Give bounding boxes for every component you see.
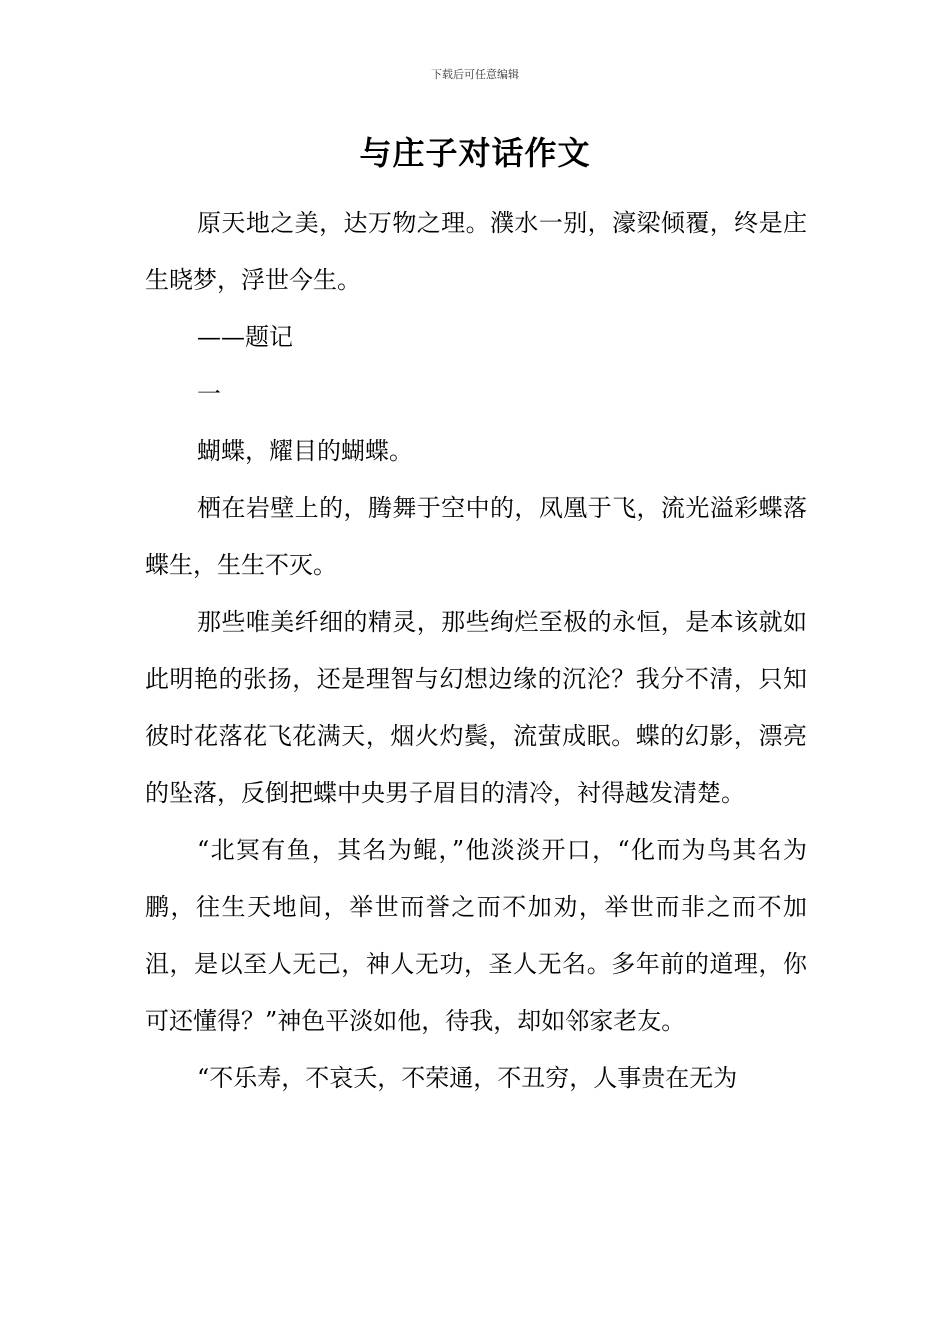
paragraph-7: “北冥有鱼，其名为鲲，”他淡淡开口，“化而为鸟其名为鹏，往生天地间，举世而誉之而不加劝，举世而非之而不加沮，是以至人无己，神人无功，圣人无名。多年前的道理，你可还懂得？”神色平淡如他，待我，却如邻家老友。 [145, 836, 807, 1035]
paragraph-5: 栖在岩壁上的，腾舞于空中的，凤凰于飞，流光溢彩蝶落蝶生，生生不灭。 [145, 494, 807, 579]
document-body [145, 195, 807, 1107]
header-note: 下载后可任意编辑 [431, 68, 519, 81]
paragraph-8: “不乐寿，不哀夭，不荣通，不丑穷，人事贵在无为 [197, 1064, 738, 1092]
paragraph-1: 原天地之美，达万物之理。濮水一别，濠梁倾覆，终是庄生晓梦，浮世今生。 [145, 209, 807, 294]
paragraph-2: ——题记 [197, 323, 293, 351]
paragraph-3: 一 [197, 380, 221, 408]
paragraph-6: 那些唯美纤细的精灵，那些绚烂至极的永恒，是本该就如此明艳的张扬，还是理智与幻想边缘的沉沦？我分不清，只知彼时花落花飞花满天，烟火灼鬓，流萤成眠。蝶的幻影，漂亮的坠落，反倒把蝶中央男子眉目的清冷，衬得越发清楚。 [145, 608, 807, 807]
paragraph-4: 蝴蝶，耀目的蝴蝶。 [197, 437, 413, 465]
document-title: 与庄子对话作文 [359, 134, 591, 172]
